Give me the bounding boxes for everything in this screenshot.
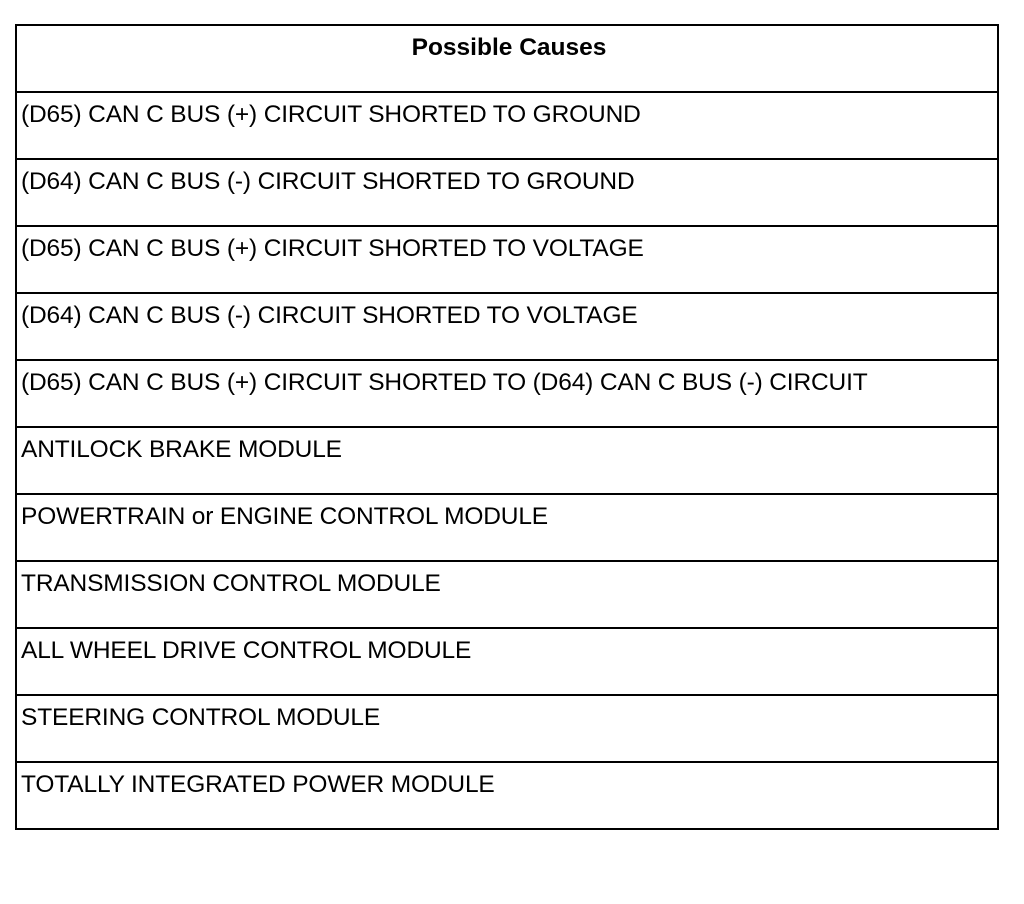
cause-cell: TRANSMISSION CONTROL MODULE <box>16 561 998 628</box>
table-row <box>16 561 998 628</box>
cause-cell: POWERTRAIN or ENGINE CONTROL MODULE <box>16 494 998 561</box>
table-row <box>16 159 998 226</box>
table-row <box>16 360 998 427</box>
table-row <box>16 293 998 360</box>
table-row <box>16 92 998 159</box>
cause-cell: (D65) CAN C BUS (+) CIRCUIT SHORTED TO VOLTAGE <box>16 226 998 293</box>
cause-cell: (D65) CAN C BUS (+) CIRCUIT SHORTED TO GROUND <box>16 92 998 159</box>
cause-cell: TOTALLY INTEGRATED POWER MODULE <box>16 762 998 829</box>
cause-cell: ANTILOCK BRAKE MODULE <box>16 427 998 494</box>
cause-cell: (D64) CAN C BUS (-) CIRCUIT SHORTED TO VOLTAGE <box>16 293 998 360</box>
cause-cell: (D64) CAN C BUS (-) CIRCUIT SHORTED TO GROUND <box>16 159 998 226</box>
table-row <box>16 762 998 829</box>
table-row <box>16 628 998 695</box>
table-row <box>16 226 998 293</box>
possible-causes-table <box>15 24 999 830</box>
table-row <box>16 695 998 762</box>
table-header-row <box>16 25 998 92</box>
table-row <box>16 427 998 494</box>
cause-cell: STEERING CONTROL MODULE <box>16 695 998 762</box>
table-row <box>16 494 998 561</box>
cause-cell: ALL WHEEL DRIVE CONTROL MODULE <box>16 628 998 695</box>
cause-cell: (D65) CAN C BUS (+) CIRCUIT SHORTED TO (D64) CAN C BUS (-) CIRCUIT <box>16 360 998 427</box>
column-header-possible-causes: Possible Causes <box>16 25 998 92</box>
